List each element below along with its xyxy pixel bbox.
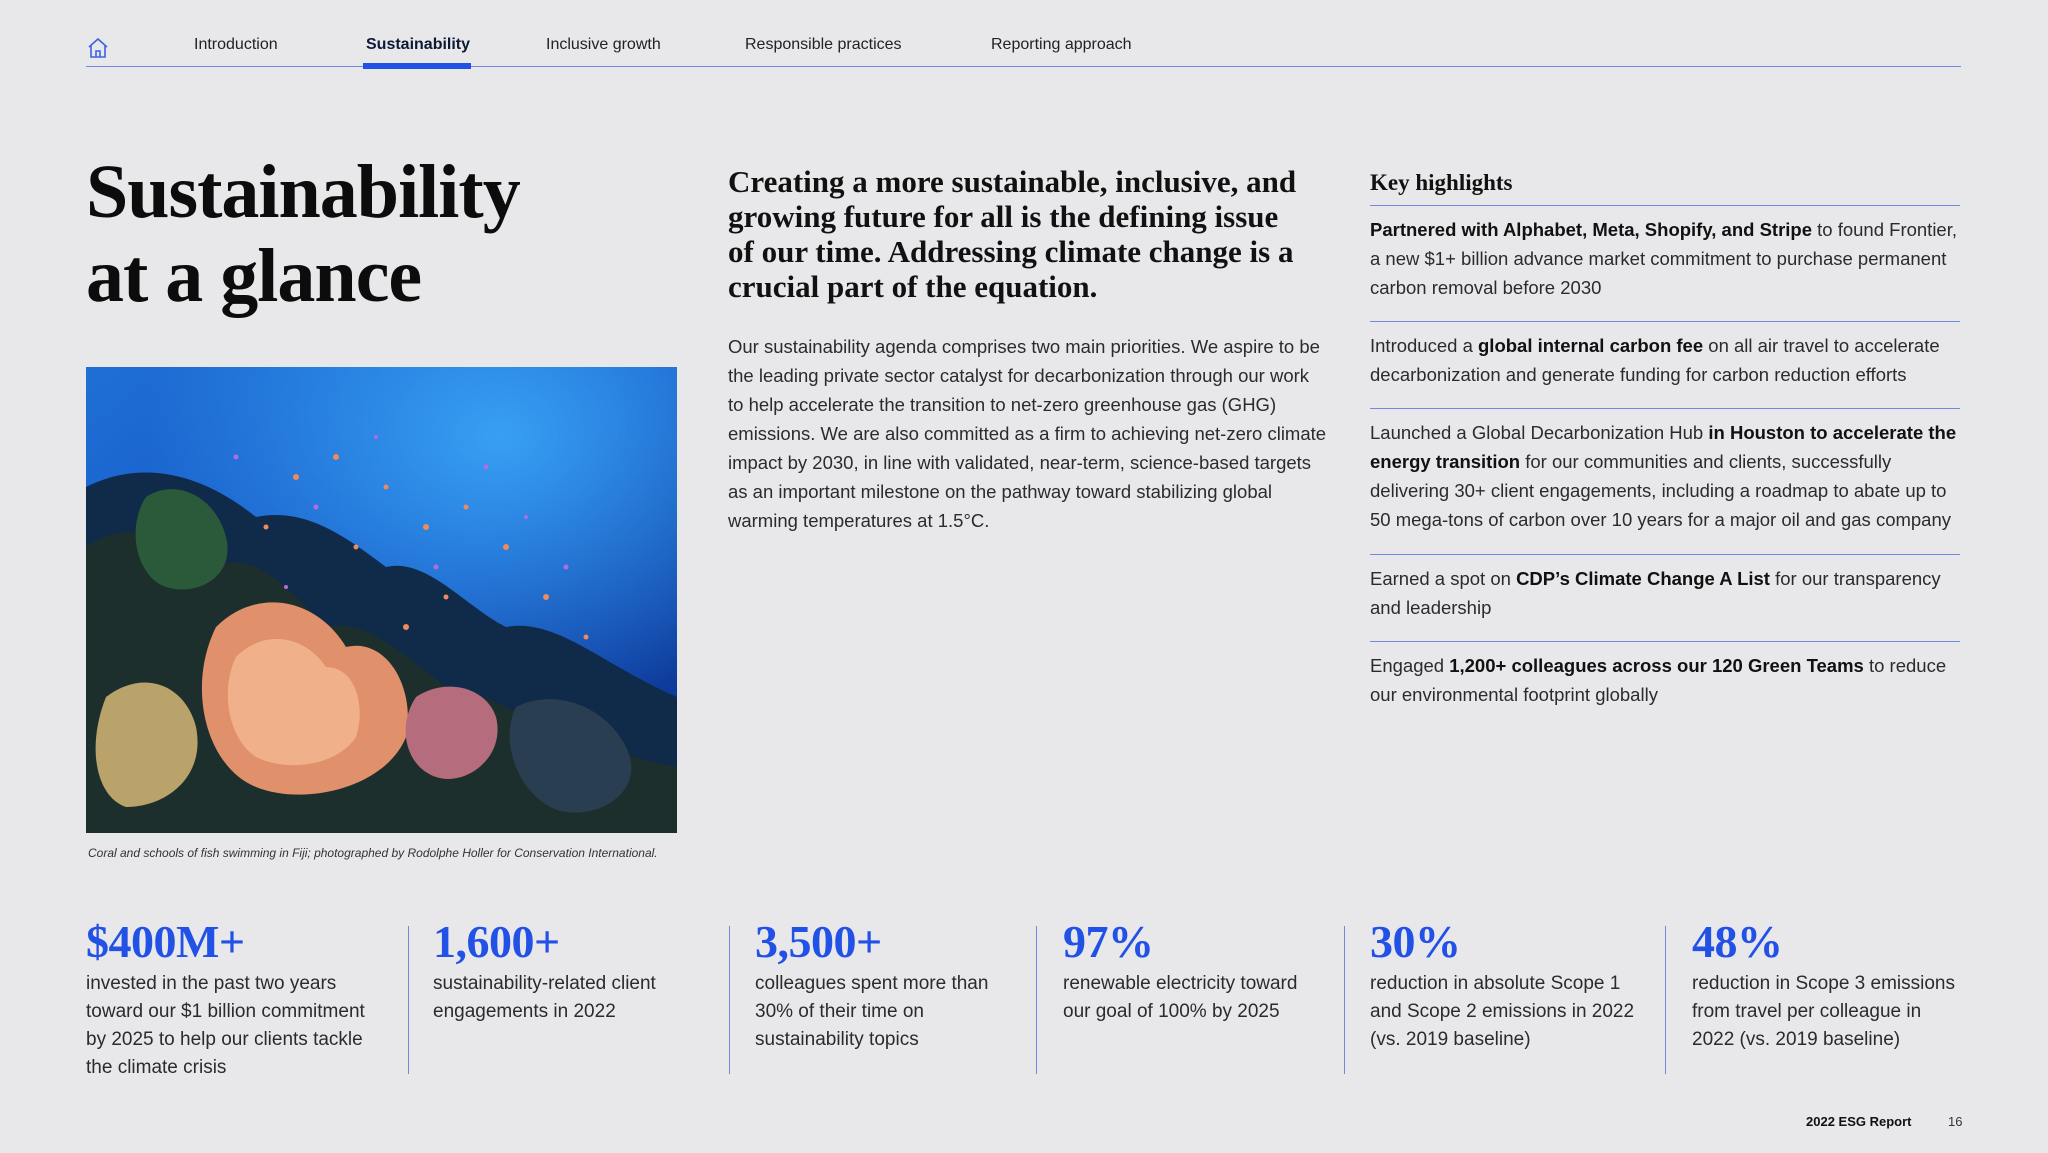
stat-value: $400M+ (86, 916, 245, 967)
stat-renewable-electricity (1063, 916, 1323, 1026)
stat-description: invested in the past two years toward our $1 billion commitment by 2025 to help our clients tackle the climate crisis (86, 973, 365, 1078)
highlight-item (1370, 331, 1960, 389)
highlight-emphasis: in Houston to accelerate the energy transition (1370, 422, 1957, 472)
highlight-text: for our communities and clients, successfully delivering 30+ client engagements, including a roadmap to abate up to 50 mega-tons of carbon over 10 years for a major oil and gas company (1370, 451, 1952, 530)
tab-inclusive-growth[interactable]: Inclusive growth (546, 36, 661, 53)
divider (408, 926, 409, 1074)
highlight-text: Earned a spot on (1370, 568, 1517, 589)
report-name: 2022 ESG Report (1806, 1114, 1912, 1129)
body-paragraph: Our sustainability agenda comprises two main priorities. We aspire to be the leading private sector catalyst for decarbonization through our work to help accelerate the transition to net-zero greenhouse gas (GHG) emissions. We are also committed as a firm to achieving net-zero climate impact by 2030, in line with validated, near-term, science-based targets as an important milestone on the pathway toward stabilizing global warming temperatures at 1.5°C. (728, 336, 1327, 531)
divider (1370, 408, 1960, 409)
divider (1344, 926, 1345, 1074)
tab-sustainability[interactable]: Sustainability (366, 36, 471, 53)
home-icon[interactable] (86, 36, 110, 60)
divider (729, 926, 730, 1074)
highlight-text: to reduce our environmental footprint globally (1370, 655, 1947, 705)
page-title-line-1: Sustainability (86, 150, 520, 234)
stat-client-engagements (433, 916, 703, 1026)
stat-investment (86, 916, 386, 1082)
divider (1370, 641, 1960, 642)
highlight-text: Launched a Global Decarbonization Hub (1370, 422, 1709, 443)
tab-introduction[interactable]: Introduction (194, 36, 278, 53)
stat-colleagues (755, 916, 1005, 1054)
highlight-item (1370, 215, 1960, 302)
divider (1665, 926, 1666, 1074)
page-number: 16 (1948, 1114, 1963, 1129)
top-nav (86, 28, 1961, 67)
highlight-emphasis: 1,200+ colleagues across our 120 Green Teams (1449, 655, 1864, 676)
tab-responsible-practices[interactable]: Responsible practices (745, 36, 902, 53)
stat-description: colleagues spent more than 30% of their time on sustainability topics (755, 973, 989, 1050)
highlight-item (1370, 651, 1960, 709)
stat-description: reduction in absolute Scope 1 and Scope 2 emissions in 2022 (vs. 2019 baseline) (1370, 973, 1635, 1050)
divider (1370, 205, 1960, 206)
stat-value: 3,500+ (755, 916, 882, 967)
active-tab-indicator (363, 63, 471, 69)
stat-value: 1,600+ (433, 916, 560, 967)
highlight-text: for our transparency and leadership (1370, 568, 1941, 618)
highlight-text: Engaged (1370, 655, 1450, 676)
highlight-emphasis: CDP’s Climate Change A List (1516, 568, 1770, 589)
divider (1036, 926, 1037, 1074)
coral-reef-photo (86, 367, 677, 833)
stat-scope-1-2-reduction (1370, 916, 1645, 1054)
divider (1370, 554, 1960, 555)
page-title-line-2: at a glance (86, 234, 422, 318)
stat-description: reduction in Scope 3 emissions from travel per colleague in 2022 (vs. 2019 baseline) (1692, 973, 1955, 1050)
highlight-text: Introduced a (1370, 335, 1478, 356)
tab-reporting-approach[interactable]: Reporting approach (991, 36, 1132, 53)
stat-value: 30% (1370, 916, 1461, 967)
photo-caption: Coral and schools of fish swimming in Fiji; photographed by Rodolphe Holler for Conservation International. (88, 846, 658, 860)
highlight-emphasis: global internal carbon fee (1478, 335, 1704, 356)
stat-scope-3-reduction (1692, 916, 1962, 1054)
key-highlights-title: Key highlights (1370, 170, 1513, 195)
highlight-text: to found Frontier, a new $1+ billion advance market commitment to purchase permanent carbon removal before 2030 (1370, 219, 1958, 298)
stat-description: sustainability-related client engagements in 2022 (433, 973, 656, 1022)
highlight-item (1370, 418, 1960, 534)
stat-description: renewable electricity toward our goal of 100% by 2025 (1063, 973, 1298, 1022)
lead-statement: Creating a more sustainable, inclusive, and growing future for all is the defining issue of our time. Addressing climate change is a crucial part of the equation. (728, 164, 1297, 304)
highlight-text: on all air travel to accelerate decarbonization and generate funding for carbon reduction efforts (1370, 335, 1940, 385)
highlight-emphasis: Partnered with Alphabet, Meta, Shopify, and Stripe (1370, 219, 1812, 240)
page-title (86, 150, 520, 318)
divider (1370, 321, 1960, 322)
stat-value: 97% (1063, 916, 1154, 967)
stat-value: 48% (1692, 916, 1783, 967)
highlight-item (1370, 564, 1960, 622)
